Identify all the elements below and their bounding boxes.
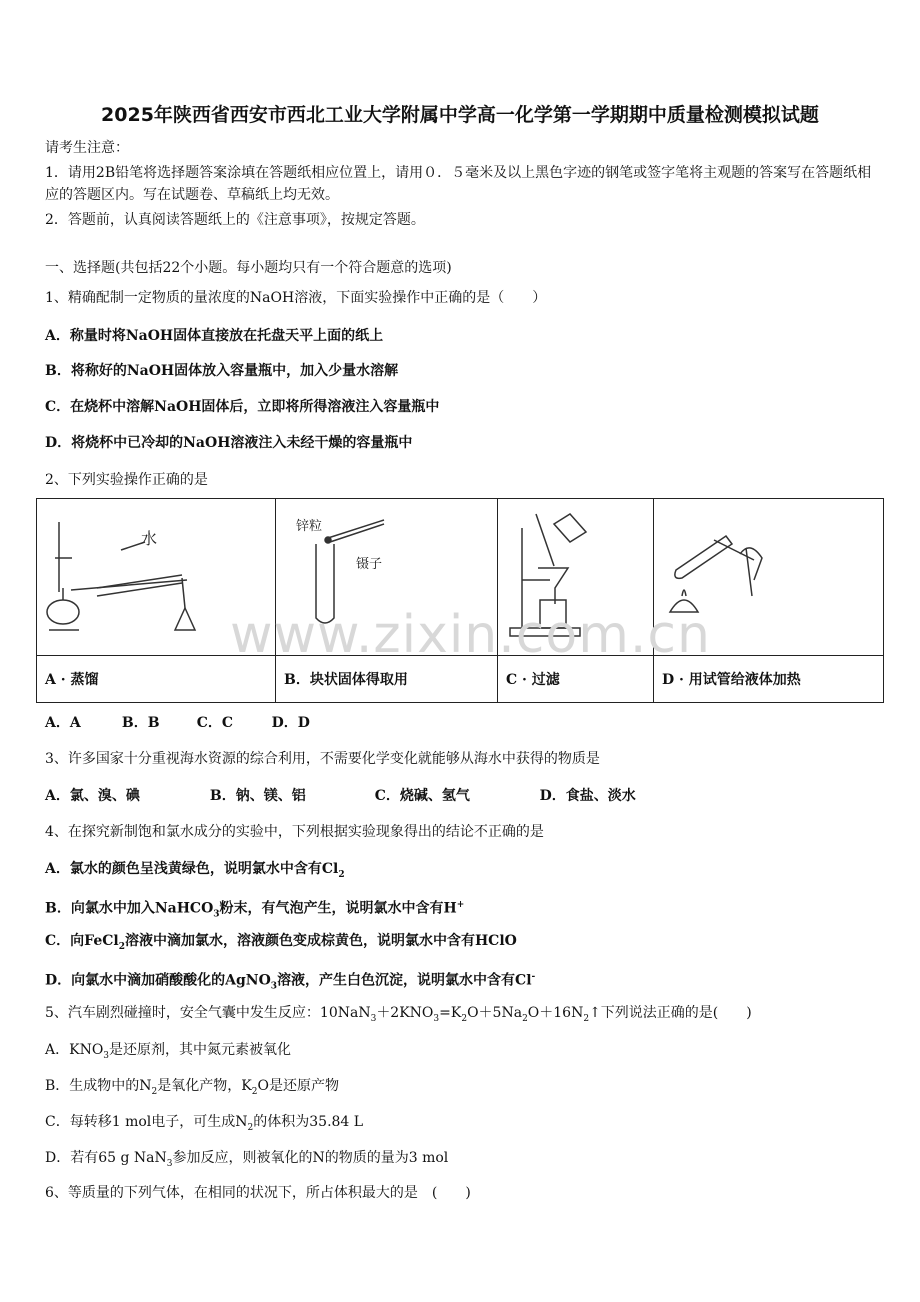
- q3-option-d: D．食盐、淡水: [539, 788, 636, 804]
- q1-option-b: B．将称好的NaOH固体放入容量瓶中，加入少量水溶解: [45, 363, 399, 379]
- q2-figure-table: [36, 498, 884, 703]
- notice-item-1: 1．请用2B铅笔将选择题答案涂填在答题纸相应位置上，请用０．５毫米及以上黑色字迹的钢笔或签字笔将主观题的答案写在答题纸相应的答题区内。写在试题卷、草稿纸上均无效。: [45, 165, 872, 203]
- q2-stem: 2、下列实验操作正确的是: [45, 472, 208, 488]
- section-heading: 一、选择题(共包括22个小题。每小题均只有一个符合题意的选项): [45, 260, 452, 276]
- q1-option-c: C．在烧杯中溶解NaOH固体后，立即将所得溶液注入容量瓶中: [45, 399, 440, 415]
- notice-item-2: 2．答题前，认真阅读答题纸上的《注意事项》，按规定答题。: [45, 212, 425, 228]
- q4-option-a: A．氯水的颜色呈浅黄绿色，说明氯水中含有$Cl_2$: [45, 861, 345, 880]
- caption-d: D · 用试管给液体加热: [654, 656, 884, 703]
- caption-b: B．块状固体得取用: [276, 656, 498, 703]
- watermark: www.zixin.com.cn: [230, 605, 711, 665]
- q2-option-b: B．B: [121, 715, 160, 731]
- q3-stem: 3、许多国家十分重视海水资源的综合利用，不需要化学变化就能够从海水中获得的物质是: [45, 751, 600, 767]
- notice-heading: 请考生注意：: [45, 140, 129, 156]
- caption-a: A · 蒸馏: [37, 656, 276, 703]
- q3-option-b: B．钠、镁、铝: [209, 788, 306, 804]
- q4-option-d: D．向氯水中滴加硝酸酸化的AgNO$_3$溶液，产生白色沉淀，说明氯水中含有Cl-: [45, 972, 536, 992]
- q4-option-c: C．向FeCl$_2$溶液中滴加氯水，溶液颜色变成棕黄色，说明氯水中含有HClO: [45, 933, 517, 952]
- q3-option-a: A．氯、溴、碘: [45, 788, 140, 804]
- q2-options: [45, 713, 310, 733]
- q1-stem: 1、精确配制一定物质的量浓度的NaOH溶液，下面实验操作中正确的是（ ）: [45, 290, 547, 306]
- q4-stem: 4、在探究新制饱和氯水成分的实验中，下列根据实验现象得出的结论不正确的是: [45, 824, 544, 840]
- fig-label-zinc: 锌粒: [296, 519, 323, 534]
- q3-option-c: C．烧碱、氢气: [374, 788, 470, 804]
- q2-option-d: D．D: [271, 715, 310, 731]
- q2-option-a: A．A: [45, 715, 81, 731]
- q5-option-c: C．每转移1 mol电子，可生成$N_2$的体积为35.84 L: [45, 1114, 364, 1133]
- q5-stem: 5、汽车剧烈碰撞时，安全气囊中发生反应：$10NaN_3+2KNO_3=K_2O+5Na_2O+16N_2↑$下列说法正确的是( ): [45, 1005, 752, 1024]
- q2-option-c: C．C: [196, 715, 234, 731]
- q5-option-a: A．$KNO_3$是还原剂，其中氮元素被氧化: [45, 1042, 292, 1061]
- q5-option-d: D．若有65 g NaN$_3$参加反应，则被氧化的N的物质的量为3 mol: [45, 1150, 449, 1169]
- q1-option-a: A．称量时将NaOH固体直接放在托盘天平上面的纸上: [45, 328, 384, 344]
- q5-option-b: B．生成物中的$N_2$是氧化产物，$K_2O$是还原产物: [45, 1078, 339, 1097]
- fig-label-water: 水: [141, 529, 158, 548]
- caption-c: C · 过滤: [498, 656, 654, 703]
- q3-options: [45, 786, 636, 806]
- q1-option-d: D．将烧杯中已冷却的NaOH溶液注入未经干燥的容量瓶中: [45, 435, 413, 451]
- q4-option-b: B．向氯水中加入NaHCO$_3$粉末，有气泡产生，说明氯水中含有H+: [45, 900, 465, 920]
- fig-label-tweezers: 镊子: [356, 557, 383, 572]
- q6-stem: 6、等质量的下列气体，在相同的状况下，所占体积最大的是 ( ): [45, 1185, 471, 1201]
- page-title: 2025年陕西省西安市西北工业大学附属中学高一化学第一学期期中质量检测模拟试题: [101, 104, 819, 126]
